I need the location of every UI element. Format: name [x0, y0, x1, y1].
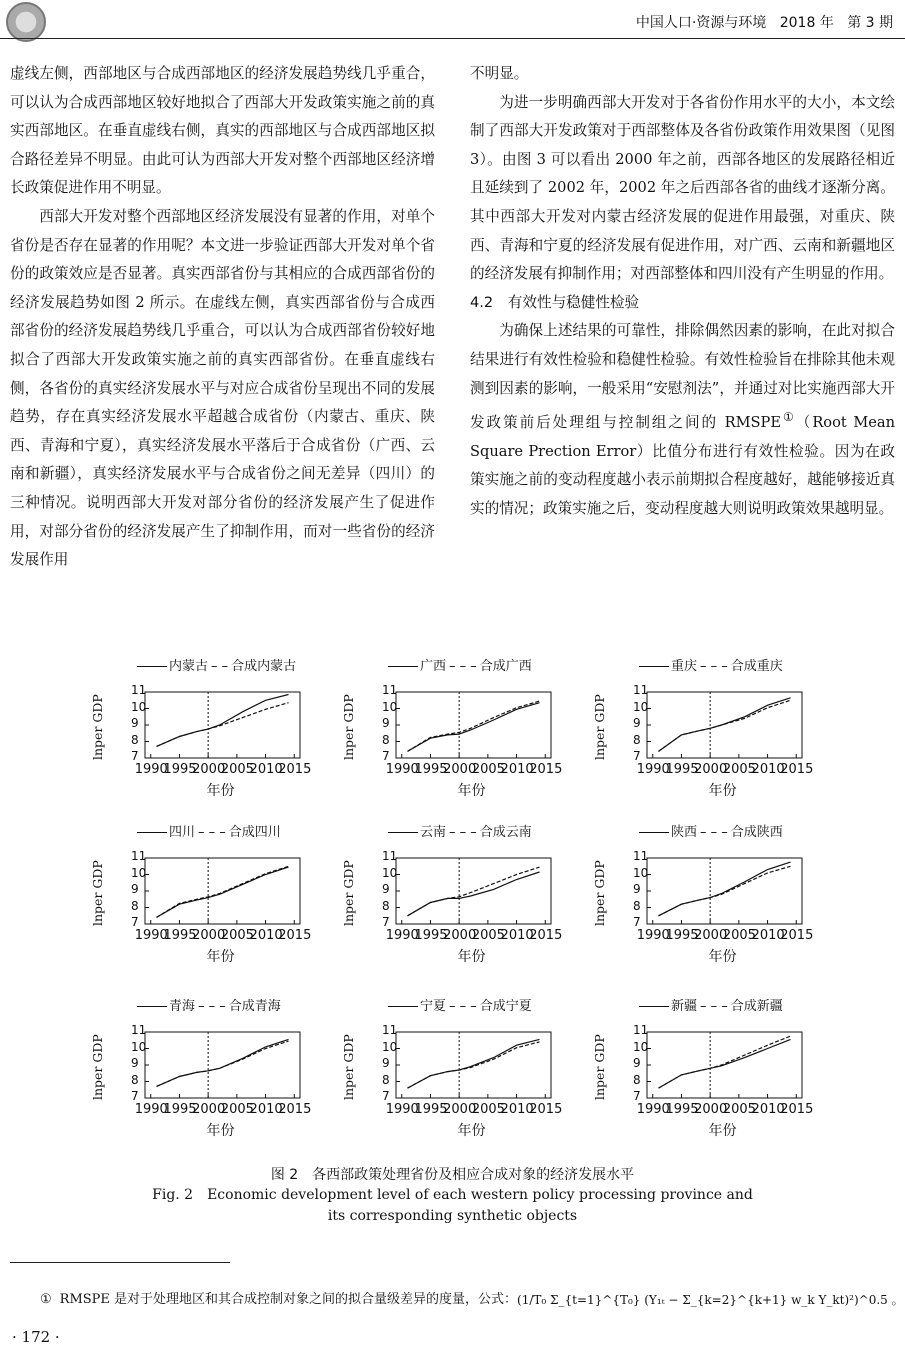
y-tick-label: 7	[382, 749, 390, 763]
legend-solid-swatch	[639, 1006, 669, 1007]
chart-legend	[388, 821, 532, 840]
paragraph	[470, 317, 895, 523]
x-tick-label: 2005	[220, 762, 254, 777]
x-tick-label: 1990	[385, 1102, 419, 1117]
plot-frame	[145, 1032, 300, 1098]
y-tick-label: 7	[633, 749, 641, 763]
x-axis-label: 年份	[206, 783, 235, 799]
legend-synth-label: 合成新疆	[730, 999, 783, 1014]
y-tick-label: 7	[382, 915, 390, 929]
line-chart	[647, 1032, 802, 1098]
left-column	[10, 60, 435, 575]
line-chart	[145, 1032, 300, 1098]
legend-synth-label: 合成陕西	[730, 825, 783, 840]
line-chart	[145, 692, 300, 758]
y-tick-label: 7	[633, 1089, 641, 1103]
x-tick-label: 2010	[751, 762, 785, 777]
y-tick-label: 10	[131, 1039, 147, 1054]
legend-synth-label: 合成内蒙古	[231, 659, 297, 674]
x-tick-label: 2005	[471, 928, 505, 943]
real-series-line	[157, 695, 289, 747]
y-tick-label: 7	[382, 1089, 390, 1103]
y-tick-label: 9	[131, 1056, 139, 1070]
y-tick-label: 11	[382, 1023, 398, 1037]
y-tick-label: 10	[131, 865, 147, 880]
chart-legend	[388, 655, 532, 674]
x-tick-label: 2005	[220, 928, 254, 943]
legend-solid-swatch	[639, 832, 669, 833]
journal-issue: 第 3 期	[847, 15, 893, 31]
footnote-rule	[10, 1262, 230, 1263]
x-axis-label: 年份	[206, 949, 235, 965]
x-tick-label: 2010	[500, 928, 534, 943]
x-tick-label: 2010	[751, 1102, 785, 1117]
y-axis-label: lnper GDP	[90, 860, 105, 926]
x-tick-label: 2005	[220, 1102, 254, 1117]
journal-logo-icon	[6, 2, 46, 42]
legend-solid-swatch	[639, 666, 669, 667]
y-tick-label: 10	[633, 1039, 649, 1054]
page-header	[0, 0, 905, 40]
y-tick-label: 11	[131, 849, 147, 863]
paragraph: 不明显。	[470, 65, 529, 82]
y-tick-label: 9	[633, 716, 641, 730]
legend-synth-label: 合成重庆	[730, 659, 783, 674]
legend-synth-label: 合成云南	[479, 825, 532, 840]
legend-dashed-swatch: – – –	[700, 825, 728, 840]
x-tick-label: 1995	[665, 762, 699, 777]
chart-legend	[639, 821, 783, 840]
x-axis-label: 年份	[457, 1123, 486, 1139]
legend-real-label: 四川	[169, 825, 196, 840]
x-axis-label: 年份	[206, 1123, 235, 1139]
y-tick-label: 9	[131, 882, 139, 896]
y-tick-label: 10	[382, 1039, 398, 1054]
x-tick-label: 2000	[694, 928, 728, 943]
x-tick-label: 2015	[278, 762, 312, 777]
plot-frame	[396, 858, 551, 924]
paragraph-text: 为确保上述结果的可靠性，排除偶然因素的影响，在此对拟合结果进行有效性检验和稳健性检验。有效性检验旨在排除其他未观测到因素的影响，一般采用“安慰剂法”，并通过对比实施西部大开发政策前后处理组与控制组之间的 RMSPE	[470, 322, 895, 431]
plot-frame	[647, 858, 802, 924]
journal-name: 中国人口·资源与环境	[635, 15, 767, 31]
x-tick-label: 2010	[500, 762, 534, 777]
legend-solid-swatch	[137, 832, 167, 833]
x-tick-label: 2015	[529, 1102, 563, 1117]
y-tick-label: 9	[382, 1056, 390, 1070]
paragraph: 为进一步明确西部大开发对于各省份作用水平的大小，本文绘制了西部大开发政策对于西部整体及各省份政策作用效果图（见图 3）。由图 3 可以看出 2000 年之前，西部各地区的发展路径相近且延续到了 2002 年，2002 年之后西部各省的曲线才逐渐分离。其中西部大开发对内蒙古经济发展的促进作用最强，对重庆、陕西、青海和宁夏的经济发展有促进作用，对广西、云南和新疆地区的经济发展有抑制作用；对西部整体和四川没有产生明显的作用。	[470, 93, 895, 283]
paragraph: 虚线左侧，西部地区与合成西部地区的经济发展趋势线几乎重合，可以认为合成西部地区较好地拟合了西部大开发政策实施之前的真实西部地区。在垂直虚线右侧，真实的西部地区与合成西部地区拟合路径差异不明显。由此可认为西部大开发对整个西部地区经济增长政策促进作用不明显。	[10, 65, 435, 197]
x-tick-label: 2015	[529, 928, 563, 943]
legend-dashed-swatch: – –	[211, 659, 229, 674]
x-tick-label: 2000	[694, 1102, 728, 1117]
x-tick-label: 2010	[249, 1102, 283, 1117]
y-axis-label: lnper GDP	[341, 1034, 356, 1100]
legend-dashed-swatch: – – –	[700, 999, 728, 1014]
legend-solid-swatch	[388, 832, 418, 833]
x-tick-label: 1995	[414, 1102, 448, 1117]
legend-real-label: 内蒙古	[169, 659, 209, 674]
paragraph: 西部大开发对整个西部地区经济发展没有显著的作用，对单个省份是否存在显著的作用呢？本文进一步验证西部大开发对单个省份的政策效应是否显著。真实西部省份与其相应的合成西部省份的经济发展趋势如图 2 所示。在虚线左侧，真实西部省份与合成西部省份的经济发展趋势线几乎重合，可以认为合成西部省份较好地拟合了西部大开发政策实施之前的真实西部省份。在垂直虚线右侧，各省份的真实经济发展水平与对应合成省份呈现出不同的发展趋势，存在真实经济发展水平超越合成省份（内蒙古、重庆、陕西、青海和宁夏），真实经济发展水平落后于合成省份（广西、云南和新疆），真实经济发展水平与合成省份之间无差异（四川）的三种情况。说明西部大开发对部分省份的经济发展产生了促进作用，对部分省份的经济发展产生了抑制作用，而对一些省份的经济发展作用	[10, 207, 435, 569]
legend-solid-swatch	[137, 666, 167, 667]
x-tick-label: 2000	[443, 762, 477, 777]
real-series-line	[157, 867, 289, 917]
y-tick-label: 11	[131, 683, 147, 697]
legend-solid-swatch	[388, 1006, 418, 1007]
y-axis-label: lnper GDP	[592, 694, 607, 760]
line-chart	[647, 692, 802, 758]
y-tick-label: 10	[131, 699, 147, 714]
x-tick-label: 2005	[471, 1102, 505, 1117]
x-tick-label: 2000	[192, 762, 226, 777]
y-tick-label: 7	[131, 915, 139, 929]
x-tick-label: 1990	[636, 1102, 670, 1117]
real-series-line	[157, 1039, 289, 1086]
x-tick-label: 2000	[192, 928, 226, 943]
page-number: · 172 ·	[12, 1328, 60, 1346]
line-chart	[647, 858, 802, 924]
y-axis-label: lnper GDP	[90, 1034, 105, 1100]
y-tick-label: 7	[633, 915, 641, 929]
x-tick-label: 1995	[665, 1102, 699, 1117]
line-chart	[396, 858, 551, 924]
journal-year: 2018 年	[779, 15, 834, 31]
y-tick-label: 9	[633, 882, 641, 896]
y-tick-label: 9	[633, 1056, 641, 1070]
legend-synth-label: 合成青海	[228, 999, 281, 1014]
legend-dashed-swatch: – – –	[449, 659, 477, 674]
legend-dashed-swatch: – – –	[700, 659, 728, 674]
x-tick-label: 1990	[134, 928, 168, 943]
x-tick-label: 2010	[751, 928, 785, 943]
y-tick-label: 9	[131, 716, 139, 730]
synthetic-series-line	[659, 866, 791, 916]
legend-real-label: 新疆	[671, 999, 698, 1014]
footnote	[40, 1288, 904, 1308]
figure-caption-en-line: Fig. 2 Economic development level of each western policy processing province and	[152, 1187, 753, 1203]
x-tick-label: 2005	[722, 762, 756, 777]
x-tick-label: 2005	[722, 928, 756, 943]
line-chart	[396, 1032, 551, 1098]
footnote-text: RMSPE 是对于处理地区和其合成控制对象之间的拟合量级差异的度量，公式：	[59, 1292, 518, 1307]
x-tick-label: 2000	[694, 762, 728, 777]
x-axis-label: 年份	[708, 949, 737, 965]
legend-real-label: 青海	[169, 999, 196, 1014]
paragraph-text: （Root Mean Square Prection Error）比值分布进行有效性检验。因为在政策实施之前的变动程度越小表示前期拟合程度越好，越能够接近真实的情况；政策实施之后，变动程度越大则说明政策效果越明显。	[470, 413, 895, 517]
y-tick-label: 10	[633, 699, 649, 714]
y-tick-label: 8	[633, 1072, 641, 1087]
y-tick-label: 8	[382, 732, 390, 747]
y-tick-label: 10	[382, 699, 398, 714]
synthetic-series-line	[408, 867, 540, 916]
y-tick-label: 8	[131, 1072, 139, 1087]
chart-legend	[388, 995, 532, 1014]
chart-legend	[137, 655, 296, 674]
legend-dashed-swatch: – – –	[449, 825, 477, 840]
right-column	[470, 60, 895, 523]
x-tick-label: 1990	[385, 762, 419, 777]
legend-solid-swatch	[388, 666, 418, 667]
footnote-formula: (1/T₀ Σ_{t=1}^{T₀} (Y₁ₜ − Σ_{k=2}^{k+1} w_k Y_kt)²)^0.5 。	[517, 1293, 904, 1307]
y-tick-label: 10	[633, 865, 649, 880]
x-tick-label: 1995	[665, 928, 699, 943]
legend-solid-swatch	[137, 1006, 167, 1007]
y-tick-label: 8	[633, 732, 641, 747]
footnote-ref: ①	[781, 410, 796, 425]
x-tick-label: 1995	[163, 1102, 197, 1117]
y-tick-label: 9	[382, 716, 390, 730]
y-tick-label: 8	[633, 898, 641, 913]
x-tick-label: 2005	[722, 1102, 756, 1117]
real-series-line	[408, 872, 540, 916]
y-axis-label: lnper GDP	[592, 1034, 607, 1100]
section-heading: 4.2 有效性与稳健性检验	[470, 293, 640, 311]
y-axis-label: lnper GDP	[341, 694, 356, 760]
x-tick-label: 2000	[443, 1102, 477, 1117]
x-tick-label: 1990	[385, 928, 419, 943]
y-tick-label: 11	[633, 849, 649, 863]
legend-dashed-swatch: – – –	[198, 999, 226, 1014]
y-tick-label: 8	[131, 898, 139, 913]
chart-legend	[137, 995, 281, 1014]
y-tick-label: 8	[382, 1072, 390, 1087]
x-tick-label: 1990	[134, 762, 168, 777]
y-tick-label: 11	[633, 683, 649, 697]
x-tick-label: 2015	[529, 762, 563, 777]
y-tick-label: 8	[131, 732, 139, 747]
synthetic-series-line	[157, 1041, 289, 1086]
legend-synth-label: 合成广西	[479, 659, 532, 674]
x-tick-label: 1995	[414, 762, 448, 777]
x-tick-label: 2000	[192, 1102, 226, 1117]
legend-synth-label: 合成宁夏	[479, 999, 532, 1014]
y-axis-label: lnper GDP	[592, 860, 607, 926]
chart-legend	[639, 655, 783, 674]
y-tick-label: 7	[131, 1089, 139, 1103]
synthetic-series-line	[659, 700, 791, 751]
real-series-line	[659, 1039, 791, 1088]
y-tick-label: 9	[382, 882, 390, 896]
x-tick-label: 1995	[163, 762, 197, 777]
footnote-number: ①	[40, 1292, 52, 1307]
y-tick-label: 8	[382, 898, 390, 913]
chart-legend	[137, 821, 281, 840]
y-axis-label: lnper GDP	[341, 860, 356, 926]
synthetic-series-line	[659, 1036, 791, 1088]
legend-real-label: 陕西	[671, 825, 698, 840]
y-tick-label: 11	[633, 1023, 649, 1037]
header-rule	[0, 38, 905, 39]
x-tick-label: 1995	[414, 928, 448, 943]
x-tick-label: 2015	[780, 928, 814, 943]
figure-caption-cn: 图 2 各西部政策处理省份及相应合成对象的经济发展水平	[270, 1167, 635, 1183]
y-tick-label: 11	[382, 683, 398, 697]
legend-real-label: 云南	[420, 825, 447, 840]
y-tick-label: 11	[131, 1023, 147, 1037]
legend-synth-label: 合成四川	[228, 825, 281, 840]
y-tick-label: 11	[382, 849, 398, 863]
legend-real-label: 重庆	[671, 659, 698, 674]
line-chart	[396, 692, 551, 758]
x-axis-label: 年份	[457, 949, 486, 965]
real-series-line	[659, 862, 791, 916]
x-tick-label: 2015	[278, 928, 312, 943]
x-axis-label: 年份	[708, 783, 737, 799]
x-tick-label: 2015	[780, 762, 814, 777]
legend-real-label: 宁夏	[420, 999, 447, 1014]
x-tick-label: 2000	[443, 928, 477, 943]
legend-dashed-swatch: – – –	[198, 825, 226, 840]
y-tick-label: 7	[131, 749, 139, 763]
figure-caption-en	[0, 1185, 905, 1227]
x-tick-label: 2010	[500, 1102, 534, 1117]
plot-frame	[396, 692, 551, 758]
x-tick-label: 2010	[249, 928, 283, 943]
real-series-line	[408, 703, 540, 752]
journal-header	[636, 12, 893, 32]
x-axis-label: 年份	[708, 1123, 737, 1139]
y-axis-label: lnper GDP	[90, 694, 105, 760]
plot-frame	[145, 858, 300, 924]
y-tick-label: 10	[382, 865, 398, 880]
figure-caption-en-line: its corresponding synthetic objects	[327, 1208, 578, 1224]
x-tick-label: 1995	[163, 928, 197, 943]
x-tick-label: 2005	[471, 762, 505, 777]
x-tick-label: 1990	[134, 1102, 168, 1117]
legend-real-label: 广西	[420, 659, 447, 674]
line-chart	[145, 858, 300, 924]
synthetic-series-line	[157, 703, 289, 747]
x-tick-label: 2015	[278, 1102, 312, 1117]
legend-dashed-swatch: – – –	[449, 999, 477, 1014]
x-tick-label: 2015	[780, 1102, 814, 1117]
x-tick-label: 1990	[636, 762, 670, 777]
chart-legend	[639, 995, 783, 1014]
x-tick-label: 2010	[249, 762, 283, 777]
x-axis-label: 年份	[457, 783, 486, 799]
x-tick-label: 1990	[636, 928, 670, 943]
